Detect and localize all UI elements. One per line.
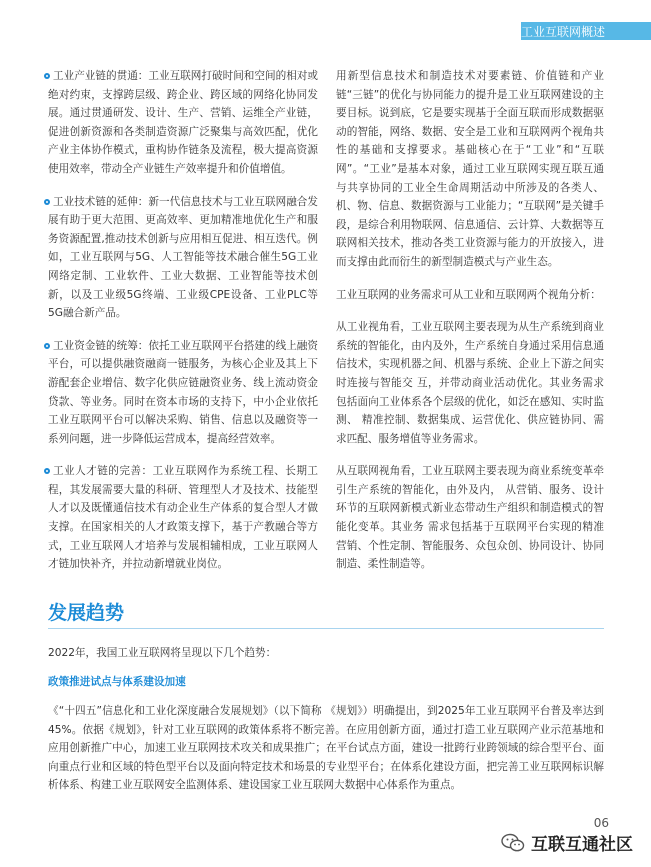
bullet-icon (44, 343, 50, 349)
left-para-1 (48, 67, 318, 179)
left-para-2-text: 工业技术链的延伸：新一代信息技术与工业互联网融合发展有助于更大范围、更高效率、更加精准地优化生产和服务资源配置,推动技术创新与应用相互促进、相互迭代。例如，工业互联网与5G、人工智能等技术融合催生5G工业网络定制、工业软件、工业大数据、工业智能等技术创新，以及工业级5G终端、工业级CPE设备、工业PLC等5G融合新产品。 (48, 195, 318, 320)
section-divider (48, 628, 604, 629)
right-column (336, 67, 604, 588)
left-para-2 (48, 193, 318, 323)
right-para-4: 从互联网视角看，工业互联网主要表现为商业系统变革牵引生产系统的智能化，由外及内， 从营销、服务、设计环节的互联网新模式新业态带动生产组织和制造模式的智能化变革。其业务 需求包括基于互联网平台实现的精准营销、个性定制、智能服务、众包众创、协同设计、协同制造、柔性制造等。 (336, 465, 604, 571)
left-para-4 (48, 462, 318, 574)
section-subheading: 政策推进试点与体系建设加速 (48, 676, 186, 688)
left-para-3 (48, 337, 318, 449)
bullet-icon (44, 73, 50, 79)
header-bar (521, 22, 651, 40)
left-column (48, 67, 318, 588)
right-para-2: 工业互联网的业务需求可从工业和互联网两个视角分析： (336, 288, 601, 301)
right-para-1: 用新型信息技术和制造技术对要素链、价值链和产业链“三链”的优化与协同能力的提升是工业互联网建设的主要目标。说到底，它是要实现基于全面互联而形成数据驱动的智能，网络、数据、安全是工业和互联网两个视角共性的基础和支撑要求。基础核心在于“工业”和“互联网”。“工业”是基本对象，通过工业互联网实现互联互通与共享协同的工业全生命周期活动中所涉及的各类人、机、物、信息、数据资源与工业能力；“互联网”是关键手段，是综合利用物联网、信息通信、云计算、大数据等互联网相关技术，推动各类工业资源与能力的开放接入，进而支撑由此而衍生的新型制造模式与产业生态。 (336, 70, 604, 268)
watermark (501, 830, 633, 855)
bullet-icon (44, 199, 50, 205)
right-para-3: 从工业视角看，工业互联网主要表现为从生产系统到商业系统的智能化，由内及外，生产系统自身通过采用信息通信技术，实现机器之间、机器与系统、企业上下游之间实时连接与智能交 互，并带动商业活动优化。其业务需求包括面向工业体系各个层级的优化，如泛在感知、实时监测、 精准控制、数据集成、运营优化、供应链协同、需求匹配、服务增值等业务需求。 (336, 321, 604, 445)
left-para-4-text: 工业人才链的完善：工业互联网作为系统工程、长期工程，其发展需要大量的科研、管理型人才及技术、技能型人才以及既懂通信技术有动企业生产体系的复合型人才做支撑。在国家相关的人才政策支撑下，基于产教融合等方式，工业互联网人才培养与发展相辅相成，工业互联网人才链加快补齐，并拉动新增就业岗位。 (48, 465, 318, 571)
left-para-3-text: 工业资金链的统筹：依托工业互联网平台搭建的线上融资平台，可以提供融资融商一链服务，为核心企业及其上下游配套企业增信、数字化供应链融资业务、线上流动资金贷款、等业务。同时在资本市场的支持下，中小企业依托工业互联网平台可以解决采购、销售、信息以及融资等一系列问题，进一步降低运营成本，提高经营效率。 (48, 339, 318, 445)
watermark-text: 互联互通社区 (531, 835, 633, 855)
left-para-1-text: 工业产业链的贯通：工业互联网打破时间和空间的相对或绝对约束，支撑跨层级、跨企业、跨区域的网络化协同发展。通过贯通研发、设计、生产、营销、运维全产业链，促进创新资源和各类制造资源广泛聚集与高效匹配，优化产业主体协作模式，重构协作链条及流程，极大提高资源使用效率，带动全产业链生产效率提升和价值增值。 (48, 70, 318, 175)
section-body: 《“十四五”信息化和工业化深度融合发展规划》（以下简称 《规划》）明确提出，到2025年工业互联网平台普及率达到45%。依据《规划》，针对工业互联网的政策体系将不断完善。在应用创新方面，通过打造工业互联网产业示范基地和应用创新推广中心，加速工业互联网技术攻关和成果推广；在平台试点方面，建设一批跨行业跨领域的综合型平台、面向重点行业和区域的特色型平台以及面向特定技术和场景的专业型平台；在体系化建设方面，把完善工业互联网标识解析体系、构建工业互联网安全监测体系、建设国家工业互联网大数据中心体系作为重点。 (48, 705, 604, 792)
section-intro: 2022年，我国工业互联网将呈现以下几个趋势： (48, 647, 277, 659)
header-title: 工业互联网概述 (521, 25, 606, 39)
section-title: 发展趋势 (48, 602, 125, 624)
wechat-icon (501, 833, 525, 853)
page-number: 06 (593, 816, 609, 830)
